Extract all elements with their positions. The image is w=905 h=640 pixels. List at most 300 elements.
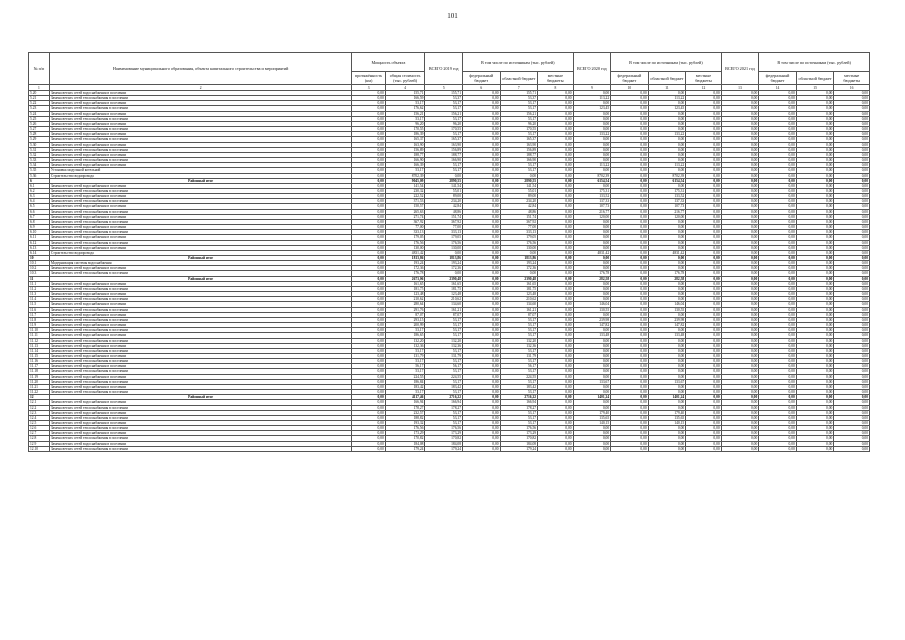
row-value: 2390,48 [500, 276, 538, 281]
row-value: 0,00 [352, 137, 385, 142]
row-value: 113,22 [573, 163, 611, 168]
row-value: 0,00 [721, 101, 759, 106]
row-value: 0,00 [648, 137, 686, 142]
row-value: 184,08 [500, 441, 538, 446]
row-value: 0,00 [538, 209, 573, 214]
row-value: 113,22 [648, 96, 686, 101]
row-value: 0,00 [611, 384, 649, 389]
row-value: 0,00 [352, 183, 385, 188]
row-value: 176,56 [425, 426, 463, 431]
row-value: 0,00 [721, 199, 759, 204]
row-value: 0,00 [352, 323, 385, 328]
row-value: 0,00 [834, 261, 870, 266]
header-cost: общая стоимость (тыс. рублей) [385, 72, 425, 85]
row-value: 0,00 [759, 343, 797, 348]
row-value: 0,00 [538, 163, 573, 168]
row-value: 271,74 [385, 214, 425, 219]
row-value: 0,00 [352, 333, 385, 338]
row-value: 0,00 [352, 91, 385, 96]
row-value: 0,00 [796, 426, 834, 431]
row-value: 0,00 [648, 183, 686, 188]
row-value: 0,00 [611, 390, 649, 395]
row-value: 0,00 [834, 312, 870, 317]
row-value: 0,00 [796, 111, 834, 116]
row-value: 0,00 [686, 374, 721, 379]
row-value: 0,00 [796, 183, 834, 188]
row-value: 0,00 [648, 142, 686, 147]
row-value: 333,13 [385, 230, 425, 235]
row-value: 0,00 [796, 91, 834, 96]
row-value: 0,00 [538, 194, 573, 199]
row-value: 0,00 [648, 312, 686, 317]
row-value: 193,32 [385, 421, 425, 426]
row-value: 216,77 [573, 209, 611, 214]
row-value: 0,00 [759, 96, 797, 101]
row-number: 10.1 [29, 261, 50, 266]
row-value: 0,00 [834, 446, 870, 451]
row-value: 0,00 [538, 307, 573, 312]
row-value: 161,65 [425, 281, 463, 286]
row-value: 188,77 [385, 152, 425, 157]
row-value: 0,00 [796, 297, 834, 302]
row-value: 0,00 [721, 312, 759, 317]
row-number: 6.14 [29, 250, 50, 255]
row-number: 11.6 [29, 307, 50, 312]
row-name: Замена ветхих сетей водоснабжения в поселении [49, 431, 352, 436]
row-value: 0,00 [352, 266, 385, 271]
row-value: 0,00 [352, 152, 385, 157]
row-value: 0,00 [463, 168, 501, 173]
row-value: 0,00 [834, 142, 870, 147]
row-name: Установка модульной котельной [49, 168, 352, 173]
row-value: 53,17 [385, 369, 425, 374]
row-value: 0,00 [352, 127, 385, 132]
row-name: Замена ветхих сетей теплоснабжения в поселении [49, 338, 352, 343]
row-value: 0,00 [686, 225, 721, 230]
row-number: 11.1 [29, 281, 50, 286]
row-value: 0,00 [538, 369, 573, 374]
header-length: протяжённость (км) [352, 72, 385, 85]
row-value: 0,00 [796, 230, 834, 235]
row-name: Замена ветхих сетей водоснабжения в поселении [49, 194, 352, 199]
row-value: 0,00 [611, 101, 649, 106]
row-value: 0,00 [686, 142, 721, 147]
row-value: 0,00 [759, 116, 797, 121]
row-value: 53,17 [500, 163, 538, 168]
row-value: 156,21 [425, 111, 463, 116]
column-index-cell: 8 [538, 85, 573, 91]
row-value: 55,01 [500, 188, 538, 193]
row-value: 0,00 [573, 235, 611, 240]
row-value: 165,37 [425, 137, 463, 142]
row-value: 140,15 [648, 421, 686, 426]
row-value: 87,07 [385, 312, 425, 317]
row-value: 89,00 [425, 194, 463, 199]
row-value: 0,00 [611, 250, 649, 255]
row-value: 0,00 [834, 292, 870, 297]
row-number: 5.23 [29, 106, 50, 111]
row-value: 216,77 [648, 209, 686, 214]
row-value: 333,13 [425, 230, 463, 235]
row-value: 0,00 [721, 214, 759, 219]
row-value: 0,00 [686, 209, 721, 214]
row-value: 0,00 [352, 415, 385, 420]
row-value: 0,00 [834, 431, 870, 436]
row-value: 0,00 [796, 441, 834, 446]
column-index-cell: 16 [834, 85, 870, 91]
row-value: 0,00 [352, 281, 385, 286]
row-value: 0,00 [759, 421, 797, 426]
column-index-cell: 9 [573, 85, 611, 91]
row-number: 5.32 [29, 152, 50, 157]
row-number: 11.19 [29, 374, 50, 379]
row-name: Замена ветхих сетей теплоснабжения в поселении [49, 317, 352, 322]
row-value: 0,00 [611, 359, 649, 364]
row-value: 0,00 [759, 152, 797, 157]
row-value: 0,00 [352, 297, 385, 302]
row-value: 53,37 [500, 96, 538, 101]
row-value: 0,00 [686, 137, 721, 142]
row-number: 5.25 [29, 116, 50, 121]
row-value: 0,00 [573, 390, 611, 395]
row-value: 0,00 [759, 240, 797, 245]
row-value: 0,00 [611, 256, 649, 261]
row-value: 0,00 [538, 395, 573, 400]
table-header [29, 53, 870, 91]
row-name: Замена ветхих сетей водоснабжения в поселении [49, 281, 352, 286]
row-value: 0,00 [686, 127, 721, 132]
row-value: 0,00 [648, 297, 686, 302]
row-name: Замена ветхих сетей водоснабжения в поселении [49, 204, 352, 209]
row-name: Замена ветхих сетей теплоснабжения в поселении [49, 106, 352, 111]
row-value: 141,54 [425, 183, 463, 188]
row-value: 0,00 [796, 240, 834, 245]
column-index-cell: 12 [686, 85, 721, 91]
row-value: 0,00 [352, 219, 385, 224]
row-value: 42,84 [425, 204, 463, 209]
row-name: Замена ветхих сетей теплоснабжения в поселении [49, 379, 352, 384]
row-value: 0,00 [759, 431, 797, 436]
row-number: 11.22 [29, 390, 50, 395]
row-value: 0,00 [834, 390, 870, 395]
row-value: 0,00 [500, 173, 538, 178]
row-value: 0,00 [648, 400, 686, 405]
row-value: 0,00 [463, 271, 501, 276]
row-value: 0,00 [686, 250, 721, 255]
row-value: 0,00 [611, 353, 649, 358]
row-value: 0,00 [721, 281, 759, 286]
row-value: 0,00 [721, 317, 759, 322]
row-value: 0,00 [796, 333, 834, 338]
row-value: 0,00 [721, 91, 759, 96]
row-value: 0,00 [463, 333, 501, 338]
row-value: 0,00 [463, 204, 501, 209]
row-value: 0,00 [759, 204, 797, 209]
row-value: 0,00 [686, 199, 721, 204]
row-value: 0,00 [759, 441, 797, 446]
row-value: 0,00 [686, 317, 721, 322]
row-value: 0,00 [352, 245, 385, 250]
row-value: 0,00 [352, 312, 385, 317]
row-value: 0,00 [721, 204, 759, 209]
row-value: 0,00 [463, 127, 501, 132]
row-value: 0,00 [834, 132, 870, 137]
row-value: 0,00 [611, 240, 649, 245]
row-value: 193,24 [385, 261, 425, 266]
header-local: местные бюджеты [538, 72, 573, 85]
row-value: 178,27 [385, 405, 425, 410]
row-value: 166,94 [385, 400, 425, 405]
row-value: 0,00 [759, 235, 797, 240]
row-value: 0,00 [721, 338, 759, 343]
row-value: 0,00 [759, 333, 797, 338]
row-value: 0,00 [352, 364, 385, 369]
row-name: Замена ветхих сетей водоснабжения в поселении [49, 91, 352, 96]
row-value: 0,00 [611, 158, 649, 163]
row-value: 0,00 [796, 353, 834, 358]
row-value: 53,17 [425, 116, 463, 121]
row-value: 0,00 [538, 359, 573, 364]
row-value: 0,00 [796, 132, 834, 137]
row-value: 0,00 [796, 137, 834, 142]
row-value: 0,00 [611, 152, 649, 157]
row-value: 165,37 [500, 137, 538, 142]
row-value: 0,00 [648, 446, 686, 451]
row-value: 0,00 [352, 261, 385, 266]
header-local: местные бюджеты [834, 72, 870, 85]
row-value: 77,00 [500, 225, 538, 230]
row-value: 0,00 [796, 256, 834, 261]
row-value: 132,36 [500, 343, 538, 348]
row-value: 0,00 [463, 240, 501, 245]
row-value: 0,00 [611, 214, 649, 219]
row-value: 0,00 [834, 395, 870, 400]
row-value: 0,00 [721, 348, 759, 353]
row-value: 130,55 [648, 307, 686, 312]
row-value: 0,00 [721, 183, 759, 188]
row-value: 56,17 [385, 364, 425, 369]
row-value: 131,79 [425, 353, 463, 358]
row-value: 0,00 [759, 214, 797, 219]
row-value: 0,00 [721, 147, 759, 152]
row-number: 11.9 [29, 323, 50, 328]
row-value: 0,00 [463, 183, 501, 188]
row-value: 133,52 [648, 194, 686, 199]
row-value: 87,07 [500, 312, 538, 317]
table-row [29, 446, 870, 451]
row-value: 186,39 [385, 132, 425, 137]
row-name: Замена ветхих сетей водоснабжения в поселении [49, 235, 352, 240]
row-value: 293,15 [385, 317, 425, 322]
row-value: 0,00 [759, 390, 797, 395]
row-value: 0,00 [721, 127, 759, 132]
row-value: 0,00 [611, 245, 649, 250]
row-value: 0,00 [834, 302, 870, 307]
row-value: 0,00 [834, 374, 870, 379]
row-value: 0,00 [463, 142, 501, 147]
row-value: 0,00 [463, 323, 501, 328]
row-value: 53,17 [425, 415, 463, 420]
row-value: 0,00 [352, 230, 385, 235]
row-value: 0,00 [611, 147, 649, 152]
row-value: 0,00 [759, 374, 797, 379]
row-value: 176,56 [425, 240, 463, 245]
row-number: 11.18 [29, 369, 50, 374]
row-value: 0,00 [796, 323, 834, 328]
row-value: 0,00 [759, 230, 797, 235]
row-value: 0,00 [463, 152, 501, 157]
row-value: 0,00 [463, 410, 501, 415]
row-value: 0,00 [721, 230, 759, 235]
row-value: 0,00 [463, 369, 501, 374]
row-value: 0,00 [573, 297, 611, 302]
row-value: 0,00 [463, 302, 501, 307]
row-value: 0,00 [759, 281, 797, 286]
row-value: 0,00 [648, 441, 686, 446]
row-value: 107,73 [648, 204, 686, 209]
row-value: 265,63 [385, 209, 425, 214]
row-value: 0,00 [834, 379, 870, 384]
row-name: Замена ветхих сетей теплоснабжения в поселении [49, 116, 352, 121]
row-value: 0,00 [538, 173, 573, 178]
row-value: 0,00 [721, 188, 759, 193]
row-number: 6.5 [29, 204, 50, 209]
row-name: Районный итог [49, 178, 352, 183]
row-value: 0,00 [796, 410, 834, 415]
row-value: 6154,54 [573, 178, 611, 183]
row-value: 0,00 [834, 121, 870, 126]
row-name: Замена ветхих сетей водоснабжения в поселении [49, 312, 352, 317]
row-value: 0,00 [463, 379, 501, 384]
page-number: 101 [447, 12, 458, 20]
row-value: 165,37 [385, 137, 425, 142]
row-value: 170,55 [425, 127, 463, 132]
row-value: 0,00 [759, 245, 797, 250]
row-value: 0,00 [611, 121, 649, 126]
row-value: 0,00 [538, 219, 573, 224]
row-value: 146,04 [648, 302, 686, 307]
row-value: 0,00 [463, 312, 501, 317]
row-value: 333,13 [500, 230, 538, 235]
row-value: 0,00 [834, 271, 870, 276]
row-value: 0,00 [352, 163, 385, 168]
row-number: 6.2 [29, 188, 50, 193]
row-value: 0,00 [759, 266, 797, 271]
row-value: 0,00 [538, 116, 573, 121]
row-value: 0,00 [796, 281, 834, 286]
row-value: 0,00 [686, 297, 721, 302]
row-value: 0,00 [573, 91, 611, 96]
row-value: 0,00 [463, 163, 501, 168]
row-name: Замена ветхих сетей теплоснабжения в поселении [49, 359, 352, 364]
row-value: 0,00 [611, 225, 649, 230]
header-regional: областной бюджет [648, 72, 686, 85]
row-number: 11.8 [29, 317, 50, 322]
row-value: 0,00 [686, 152, 721, 157]
row-value: 0,00 [352, 132, 385, 137]
row-value: 166,39 [385, 163, 425, 168]
row-value: 2673,06 [385, 276, 425, 281]
row-value: 53,17 [425, 132, 463, 137]
row-value: 0,00 [834, 173, 870, 178]
row-value: 0,00 [352, 121, 385, 126]
row-value: 175,31 [573, 188, 611, 193]
row-value: 0,00 [759, 147, 797, 152]
row-value: 0,00 [463, 292, 501, 297]
row-value: 0,00 [611, 116, 649, 121]
row-value: 291,76 [385, 307, 425, 312]
row-value: 0,00 [721, 343, 759, 348]
row-value: 0,00 [611, 302, 649, 307]
row-value: 53,17 [500, 415, 538, 420]
row-value: 0,00 [463, 116, 501, 121]
row-value: 0,00 [463, 121, 501, 126]
row-value: 0,00 [686, 173, 721, 178]
row-value: 0,00 [573, 168, 611, 173]
row-value: 0,00 [352, 142, 385, 147]
row-value: 0,00 [834, 328, 870, 333]
row-value: 183,42 [385, 384, 425, 389]
row-value: 123,48 [500, 292, 538, 297]
row-value: 210,62 [425, 297, 463, 302]
row-value: 0,00 [759, 219, 797, 224]
row-value: 210,62 [385, 297, 425, 302]
row-value: 0,00 [686, 168, 721, 173]
row-value: 0,00 [538, 168, 573, 173]
row-value: 0,00 [463, 158, 501, 163]
row-value: 123,45 [648, 106, 686, 111]
row-value: 9045,09 [385, 178, 425, 183]
row-value: 0,00 [759, 183, 797, 188]
row-value: 48,86 [500, 209, 538, 214]
row-value: 0,00 [611, 431, 649, 436]
row-value: 0,00 [686, 415, 721, 420]
row-value: 0,00 [834, 245, 870, 250]
header-sources-2021: В том числе по источникам (тыс. рублей) [759, 53, 870, 72]
row-value: 0,00 [611, 333, 649, 338]
budget-table-sheet [28, 52, 870, 452]
row-value: 166,90 [500, 158, 538, 163]
row-value: 0,00 [352, 173, 385, 178]
row-value: 0,00 [796, 359, 834, 364]
row-value: 0,00 [463, 137, 501, 142]
row-value: 0,00 [759, 364, 797, 369]
row-value: 0,00 [463, 214, 501, 219]
row-value: 53,17 [500, 116, 538, 121]
row-value: 0,00 [834, 178, 870, 183]
row-value: 0,00 [538, 245, 573, 250]
row-value: 0,00 [352, 188, 385, 193]
row-value: 170,82 [500, 436, 538, 441]
row-value: 179,40 [573, 410, 611, 415]
row-value: 0,00 [463, 91, 501, 96]
row-value: 0,00 [573, 359, 611, 364]
row-value: 0,00 [721, 369, 759, 374]
row-name: Замена ветхих сетей теплоснабжения в поселении [49, 415, 352, 420]
row-value: 0,00 [686, 390, 721, 395]
row-value: 0,00 [796, 127, 834, 132]
row-value: 0,00 [573, 343, 611, 348]
row-number: 11.21 [29, 384, 50, 389]
row-value: 0,00 [759, 426, 797, 431]
row-value: 0,00 [834, 353, 870, 358]
row-value: 132,36 [425, 343, 463, 348]
row-value: 55,01 [425, 188, 463, 193]
row-value: 155,71 [500, 91, 538, 96]
row-value: 0,00 [573, 348, 611, 353]
row-value: 0,00 [611, 415, 649, 420]
row-value: 0,00 [686, 292, 721, 297]
